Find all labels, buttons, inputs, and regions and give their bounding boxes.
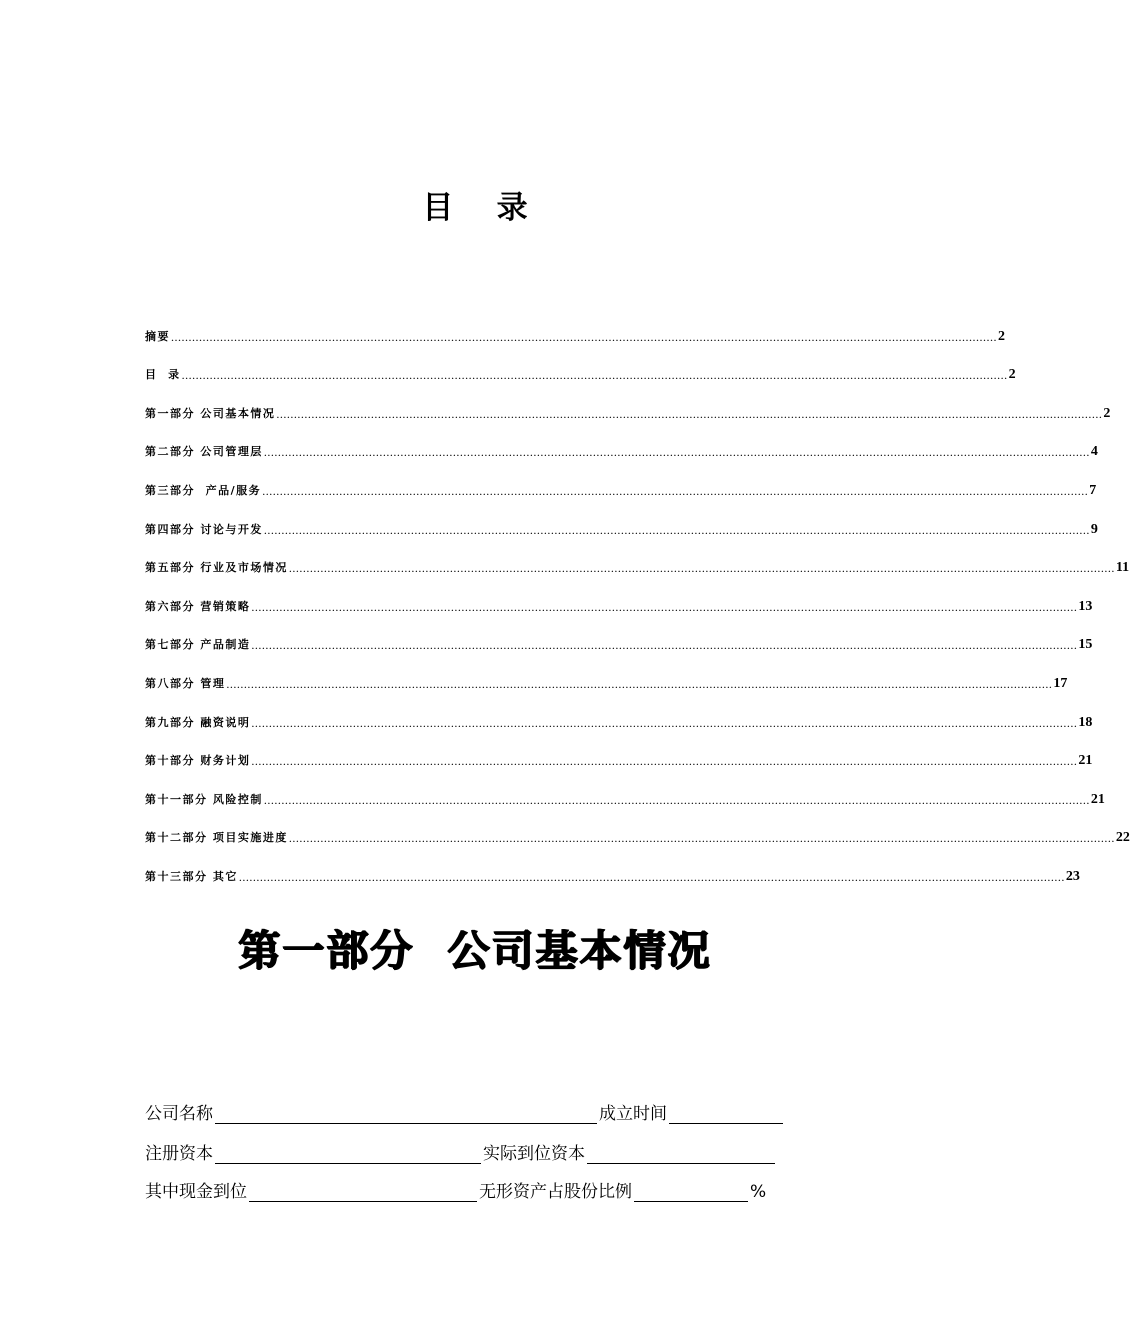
toc-entry[interactable] xyxy=(145,503,1098,542)
founded-field[interactable] xyxy=(669,1103,783,1124)
percent-suffix: % xyxy=(750,1182,767,1202)
form-row-capital xyxy=(145,1134,805,1164)
toc-entry-page: 9 xyxy=(1090,521,1098,537)
toc-list xyxy=(145,310,1130,889)
form-row-company xyxy=(145,1094,805,1124)
toc-entry[interactable] xyxy=(145,426,1098,465)
registered-capital-label: 注册资本 xyxy=(145,1144,213,1164)
paid-in-capital-label: 实际到位资本 xyxy=(483,1144,585,1164)
toc-entry-page: 17 xyxy=(1053,675,1068,691)
toc-entry[interactable] xyxy=(145,773,1105,812)
registered-capital-field[interactable] xyxy=(215,1143,481,1164)
toc-entry-label: 第八部分 管理 xyxy=(145,676,226,690)
toc-leader-dots: ............................................................................................................................................................................................................................................ xyxy=(181,368,1008,383)
toc-heading: 目 录 xyxy=(422,190,528,226)
toc-entry[interactable] xyxy=(145,850,1080,889)
toc-leader-dots: ............................................................................................................................................................................................................................................ xyxy=(288,831,1115,846)
toc-leader-dots: ............................................................................................................................................................................................................................................ xyxy=(263,522,1090,537)
toc-entry-label: 第一部分 公司基本情况 xyxy=(145,406,276,420)
toc-entry[interactable] xyxy=(145,619,1093,658)
toc-entry-page: 21 xyxy=(1078,753,1093,769)
toc-entry-page: 22 xyxy=(1115,830,1130,846)
form-row-cash xyxy=(145,1172,805,1202)
cash-paid-field[interactable] xyxy=(249,1181,477,1202)
toc-entry-page: 11 xyxy=(1115,560,1130,576)
toc-entry-label: 第十二部分 项目实施进度 xyxy=(145,831,288,845)
toc-entry[interactable] xyxy=(145,580,1093,619)
toc-entry-label: 第十三部分 其它 xyxy=(145,869,238,883)
paid-in-capital-field[interactable] xyxy=(587,1143,775,1164)
toc-entry-label: 第五部分 行业及市场情况 xyxy=(145,561,288,575)
toc-entry-page: 2 xyxy=(1008,367,1016,383)
toc-entry-label: 第四部分 讨论与开发 xyxy=(145,522,263,536)
founded-label: 成立时间 xyxy=(599,1104,667,1124)
company-name-field[interactable] xyxy=(215,1103,597,1124)
toc-leader-dots: ............................................................................................................................................................................................................................................ xyxy=(288,561,1115,576)
toc-entry[interactable] xyxy=(145,812,1130,851)
toc-entry-label: 第十部分 财务计划 xyxy=(145,754,251,768)
cash-paid-label: 其中现金到位 xyxy=(145,1182,247,1202)
toc-leader-dots: ............................................................................................................................................................................................................................................ xyxy=(251,638,1078,653)
toc-entry-page: 4 xyxy=(1090,444,1098,460)
toc-leader-dots: ............................................................................................................................................................................................................................................ xyxy=(251,754,1078,769)
toc-leader-dots: ............................................................................................................................................................................................................................................ xyxy=(251,599,1078,614)
toc-leader-dots: ............................................................................................................................................................................................................................................ xyxy=(276,406,1103,421)
toc-entry-page: 15 xyxy=(1078,637,1093,653)
toc-entry[interactable] xyxy=(145,464,1097,503)
toc-entry-page: 23 xyxy=(1065,868,1080,884)
toc-entry[interactable] xyxy=(145,387,1111,426)
toc-entry-page: 21 xyxy=(1090,791,1105,807)
toc-leader-dots: ............................................................................................................................................................................................................................................ xyxy=(226,676,1053,691)
toc-entry-label: 第六部分 营销策略 xyxy=(145,599,251,613)
intangible-ratio-field[interactable] xyxy=(634,1181,748,1202)
section-heading: 第一部分 公司基本情况 xyxy=(238,926,712,975)
toc-entry[interactable] xyxy=(145,310,1005,349)
toc-entry[interactable] xyxy=(145,696,1093,735)
toc-entry-label: 第十一部分 风险控制 xyxy=(145,792,263,806)
toc-entry[interactable] xyxy=(145,735,1093,774)
toc-leader-dots: ............................................................................................................................................................................................................................................ xyxy=(263,792,1090,807)
toc-entry-page: 2 xyxy=(998,328,1005,344)
toc-leader-dots: ............................................................................................................................................................................................................................................ xyxy=(262,483,1089,498)
toc-entry-label: 第二部分 公司管理层 xyxy=(145,445,263,459)
toc-leader-dots: ............................................................................................................................................................................................................................................ xyxy=(171,329,997,344)
company-name-label: 公司名称 xyxy=(145,1104,213,1124)
toc-leader-dots: ............................................................................................................................................................................................................................................ xyxy=(251,715,1078,730)
toc-entry[interactable] xyxy=(145,349,1016,388)
toc-entry-label: 目 录 xyxy=(145,368,181,382)
toc-entry-page: 18 xyxy=(1078,714,1093,730)
toc-entry-label: 第九部分 融资说明 xyxy=(145,715,251,729)
toc-entry-label: 摘要 xyxy=(145,329,170,343)
toc-entry-page: 7 xyxy=(1089,482,1097,498)
toc-entry[interactable] xyxy=(145,657,1068,696)
toc-entry-page: 2 xyxy=(1103,405,1111,421)
toc-entry-page: 13 xyxy=(1078,598,1093,614)
toc-entry[interactable] xyxy=(145,542,1130,581)
toc-leader-dots: ............................................................................................................................................................................................................................................ xyxy=(238,869,1065,884)
toc-leader-dots: ............................................................................................................................................................................................................................................ xyxy=(263,445,1090,460)
toc-entry-label: 第七部分 产品制造 xyxy=(145,638,251,652)
intangible-ratio-label: 无形资产占股份比例 xyxy=(479,1182,632,1202)
toc-entry-label: 第三部分 产品/服务 xyxy=(145,483,262,497)
